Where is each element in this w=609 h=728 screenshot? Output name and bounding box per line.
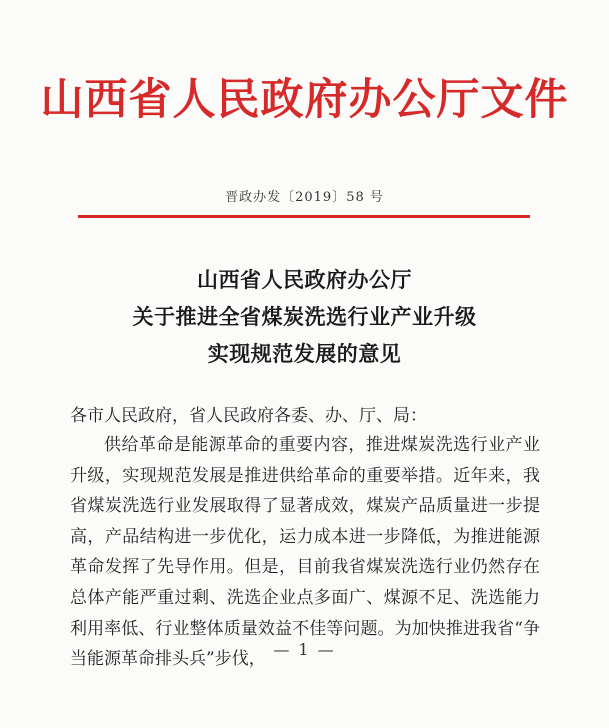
document-title — [0, 262, 609, 373]
title-line-1: 山西省人民政府办公厅 — [197, 268, 412, 292]
header-divider — [78, 215, 530, 218]
document-number: 晋政办发〔2019〕58 号 — [225, 190, 384, 205]
issuer-header: 山西省人民政府办公厅文件 — [40, 75, 569, 125]
body-paragraph: 供给革命是能源革命的重要内容，推进煤炭洗选行业产业升级，实现规范发展是推进供给革命的重要举措。近年来，我省煤炭洗选行业发展取得了显著成效，煤炭产品质量进一步提高，产品结构进一步优化，运力成本进一步降低，为推进能源革命发挥了先导作用。但是，目前我省煤炭洗选行业仍然存在总体产能严重过剩、洗选企业点多面广、煤源不足、洗选能力利用率低、行业整体质量效益不佳等问题。为加快推进我省“争当能源革命排头兵”步伐， — [70, 435, 540, 670]
title-line-3: 实现规范发展的意见 — [207, 342, 402, 366]
page-number: — 1 — — [273, 640, 336, 659]
salutation: 各市人民政府，省人民政府各委、办、厅、局： — [70, 406, 427, 426]
title-line-2: 关于推进全省煤炭洗选行业产业升级 — [132, 305, 477, 329]
body-text — [70, 430, 540, 675]
